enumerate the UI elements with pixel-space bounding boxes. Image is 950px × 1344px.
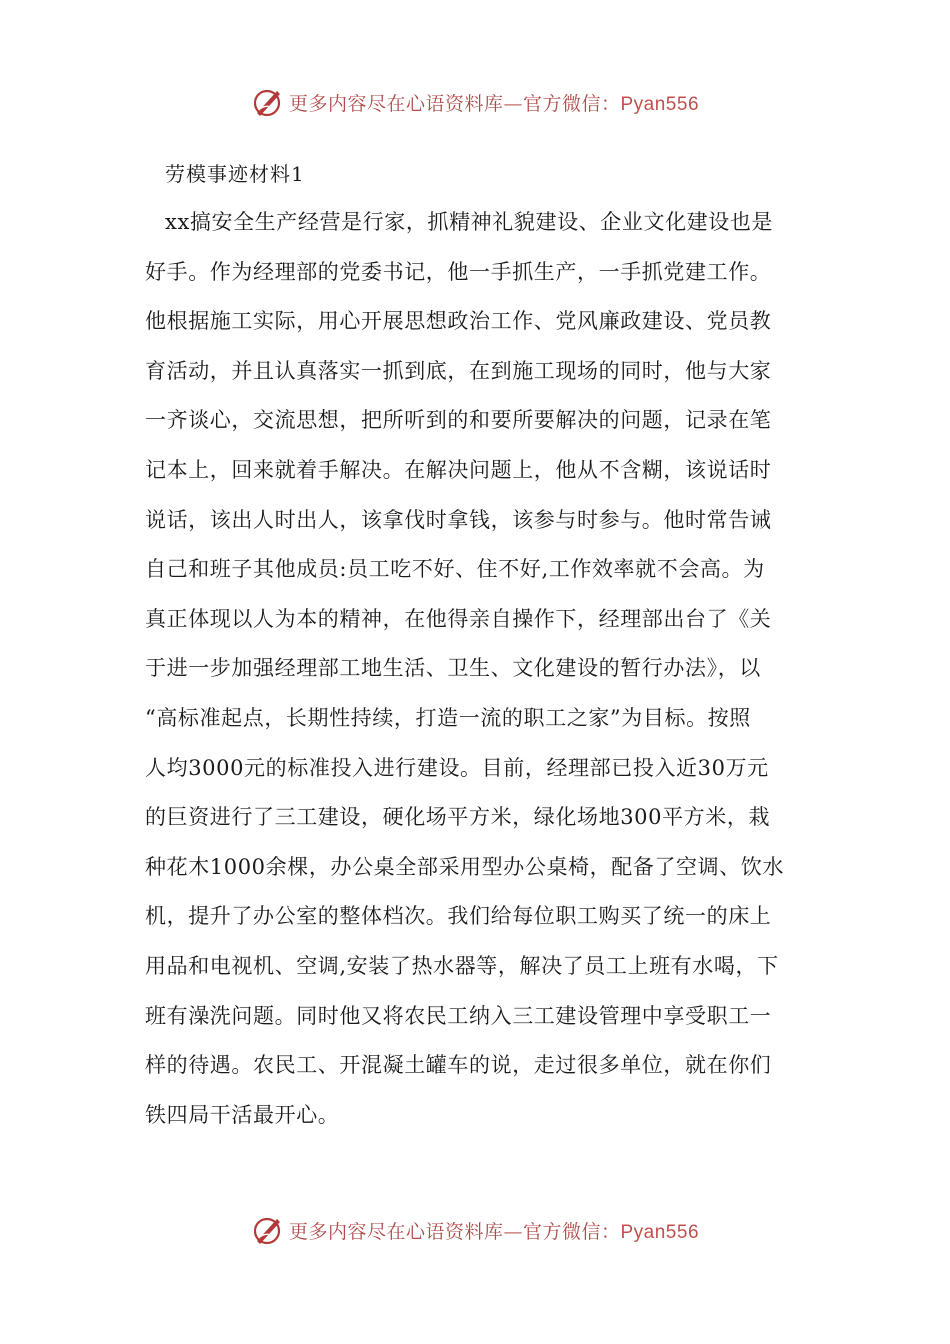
banner-main-text: 更多内容尽在心语资料库	[288, 1220, 504, 1243]
banner-brand: Pyan556	[620, 93, 700, 115]
body-line: 的巨资进行了三工建设，硬化场平方米，绿化场地300平方米，栽	[145, 805, 771, 830]
banner-brand: Pyan556	[620, 1221, 700, 1243]
body-line: 铁四局干活最开心。	[145, 1102, 340, 1127]
body-line: 真正体现以人为本的精神，在他得亲自操作下，经理部出台了《关	[145, 606, 772, 631]
banner-dash: —	[503, 1220, 523, 1243]
body-line: 育活动，并且认真落实一抓到底，在到施工现场的同时，他与大家	[145, 358, 772, 383]
body-line: 机，提升了办公室的整体档次。我们给每位职工购买了统一的床上	[145, 904, 772, 929]
banner-main-text: 更多内容尽在心语资料库	[288, 92, 504, 115]
banner-text	[289, 1217, 699, 1244]
body-line: 自己和班子其他成员:员工吃不好、住不好,工作效率就不会高。为	[145, 557, 765, 582]
body-line: 种花木1000余棵，办公桌全部采用型办公桌椅，配备了空调、饮水	[145, 854, 785, 879]
body-line: 于进一步加强经理部工地生活、卫生、文化建设的暂行办法》，以	[145, 656, 761, 681]
pen-logo-icon	[251, 85, 285, 119]
pen-logo-icon	[251, 1213, 285, 1247]
body-line: “高标准起点，长期性持续，打造一流的职工之家”为目标。按照	[145, 705, 751, 730]
body-line: 样的待遇。农民工、开混凝土罐车的说，走过很多单位，就在你们	[145, 1053, 772, 1078]
body-line: 记本上，回来就着手解决。在解决问题上，他从不含糊，该说话时	[145, 457, 772, 482]
body-line: 班有澡洗问题。同时他又将农民工纳入三工建设管理中享受职工一	[145, 1003, 772, 1028]
header-banner	[0, 82, 950, 122]
banner-text	[289, 89, 699, 116]
body-line: 好手。作为经理部的党委书记，他一手抓生产，一手抓党建工作。	[145, 259, 772, 284]
banner-contact-text: 官方微信：	[522, 92, 621, 115]
banner-contact-text: 官方微信：	[522, 1220, 621, 1243]
banner-dash: —	[503, 92, 523, 115]
footer-banner	[0, 1210, 950, 1250]
body-line: 他根据施工实际，用心开展思想政治工作、党风廉政建设、党员教	[145, 309, 772, 334]
body-line: 用品和电视机、空调,安装了热水器等，解决了员工上班有水喝，下	[145, 953, 779, 978]
body-line: 说话，该出人时出人，该拿伐时拿钱，该参与时参与。他时常告诫	[145, 507, 772, 532]
body-line: 人均3000元的标准投入进行建设。目前，经理部已投入近30万元	[145, 755, 769, 780]
body-line: xx搞安全生产经营是行家，抓精神礼貌建设、企业文化建设也是	[165, 210, 774, 234]
document-title: 劳模事迹材料1	[165, 162, 305, 186]
document-body	[145, 198, 805, 1140]
body-line: 一齐谈心，交流思想，把所听到的和要所要解决的问题，记录在笔	[145, 408, 772, 433]
